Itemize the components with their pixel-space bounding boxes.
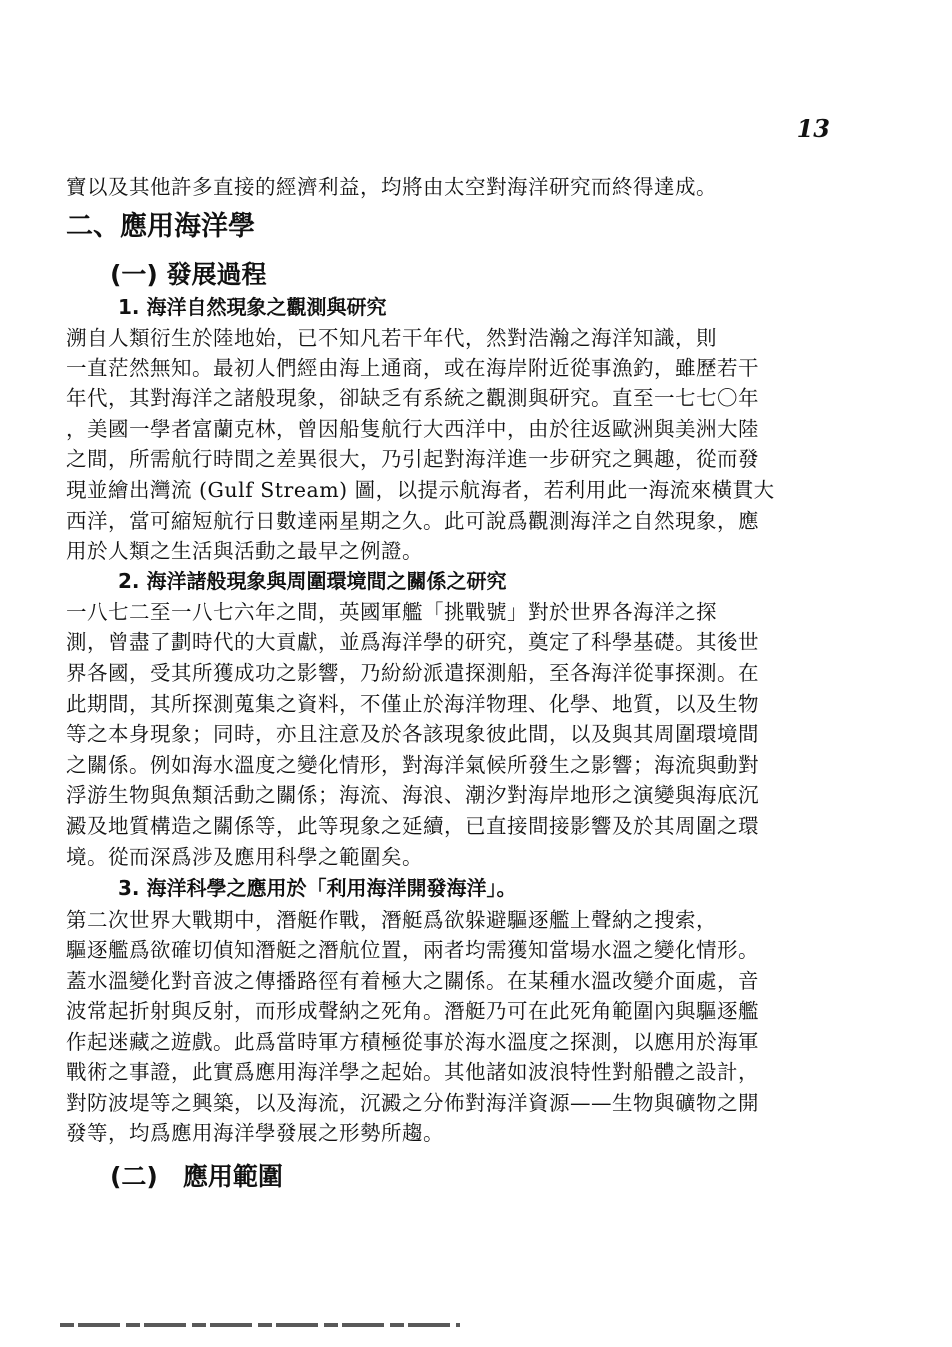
intro-line: 寶以及其他許多直接的經濟利益，均將由太空對海洋研究而終得達成。 — [66, 175, 717, 199]
subsection-heading-2: (二) 應用範圍 — [110, 1162, 283, 1191]
paragraph-line: 一八七二至一八七六年之間，英國軍艦「挑戰號」對於世界各海洋之探 — [66, 600, 717, 624]
paragraph-line: 之間，所需航行時間之差異很大，乃引起對海洋進一步研究之興趣，從而發 — [66, 447, 759, 471]
section-heading: 二、應用海洋學 — [66, 211, 255, 242]
item-heading-3: 3. 海洋科學之應用於「利用海洋開發海洋」。 — [118, 876, 517, 900]
paragraph-line: 發等，均爲應用海洋學發展之形勢所趨。 — [66, 1121, 444, 1145]
paragraph-line: 等之本身現象；同時，亦且注意及於各該現象彼此間，以及與其周圍環境間 — [66, 722, 759, 746]
paragraph-line: 蓋水溫變化對音波之傳播路徑有着極大之關係。在某種水溫改變介面處，音 — [66, 969, 759, 993]
paragraph-line: 之關係。例如海水溫度之變化情形，對海洋氣候所發生之影響；海流與動對 — [66, 753, 759, 777]
paragraph-line: 戰術之事證，此實爲應用海洋學之起始。其他諸如波浪特性對船體之設計， — [66, 1060, 759, 1084]
paragraph-line: 一直茫然無知。最初人們經由海上通商，或在海岸附近從事漁釣，雖歷若干 — [66, 356, 759, 380]
paragraph-line: 澱及地質構造之關係等，此等現象之延續，已直接間接影響及於其周圍之環 — [66, 814, 759, 838]
paragraph-line: 用於人類之生活與活動之最早之例證。 — [66, 539, 423, 563]
page-number: 13 — [796, 114, 830, 143]
paragraph-line: 對防波堤等之興築，以及海流，沉澱之分佈對海洋資源——生物與礦物之開 — [66, 1091, 759, 1115]
paragraph-line: 測，曾盡了劃時代的大貢獻，並爲海洋學的研究，奠定了科學基礎。其後世 — [66, 630, 759, 654]
paragraph-line: 界各國，受其所獲成功之影響，乃紛紛派遣探測船，至各海洋從事探測。在 — [66, 661, 759, 685]
paragraph-line: 作起迷藏之遊戲。此爲當時軍方積極從事於海水溫度之探測，以應用於海軍 — [66, 1030, 759, 1054]
item-heading-2: 2. 海洋諸般現象與周圍環境間之關係之研究 — [118, 569, 507, 593]
paragraph-line: 溯自人類衍生於陸地始，已不知凡若干年代，然對浩瀚之海洋知識，則 — [66, 326, 717, 350]
paragraph-line: 現並繪出灣流 (Gulf Stream) 圖，以提示航海者，若利用此一海流來橫貫大 — [66, 478, 775, 502]
paragraph-line: 第二次世界大戰期中，潛艇作戰，潛艇爲欲躲避驅逐艦上聲納之搜索， — [66, 908, 717, 932]
paragraph-line: 西洋，當可縮短航行日數達兩星期之久。此可說爲觀測海洋之自然現象，應 — [66, 509, 759, 533]
paragraph-line: 年代，其對海洋之諸般現象，卻缺乏有系統之觀測與研究。直至一七七〇年 — [66, 386, 759, 410]
paragraph-line: 此期間，其所探測蒐集之資料，不僅止於海洋物理、化學、地質，以及生物 — [66, 692, 759, 716]
subsection-heading-1: (一) 發展過程 — [110, 260, 267, 289]
paragraph-line: ，美國一學者富蘭克林，曾因船隻航行大西洋中，由於往返歐洲與美洲大陸 — [66, 417, 759, 441]
paragraph-line: 驅逐艦爲欲確切偵知潛艇之潛航位置，兩者均需獲知當場水溫之變化情形。 — [66, 938, 759, 962]
footer-scan-artifact — [60, 1323, 460, 1327]
paragraph-line: 浮游生物與魚類活動之關係；海流、海浪、潮汐對海岸地形之演變與海底沉 — [66, 783, 759, 807]
item-heading-1: 1. 海洋自然現象之觀測與研究 — [118, 295, 387, 319]
paragraph-line: 境。從而深爲涉及應用科學之範圍矣。 — [66, 845, 423, 869]
paragraph-line: 波常起折射與反射，而形成聲納之死角。潛艇乃可在此死角範圍內與驅逐艦 — [66, 999, 759, 1023]
